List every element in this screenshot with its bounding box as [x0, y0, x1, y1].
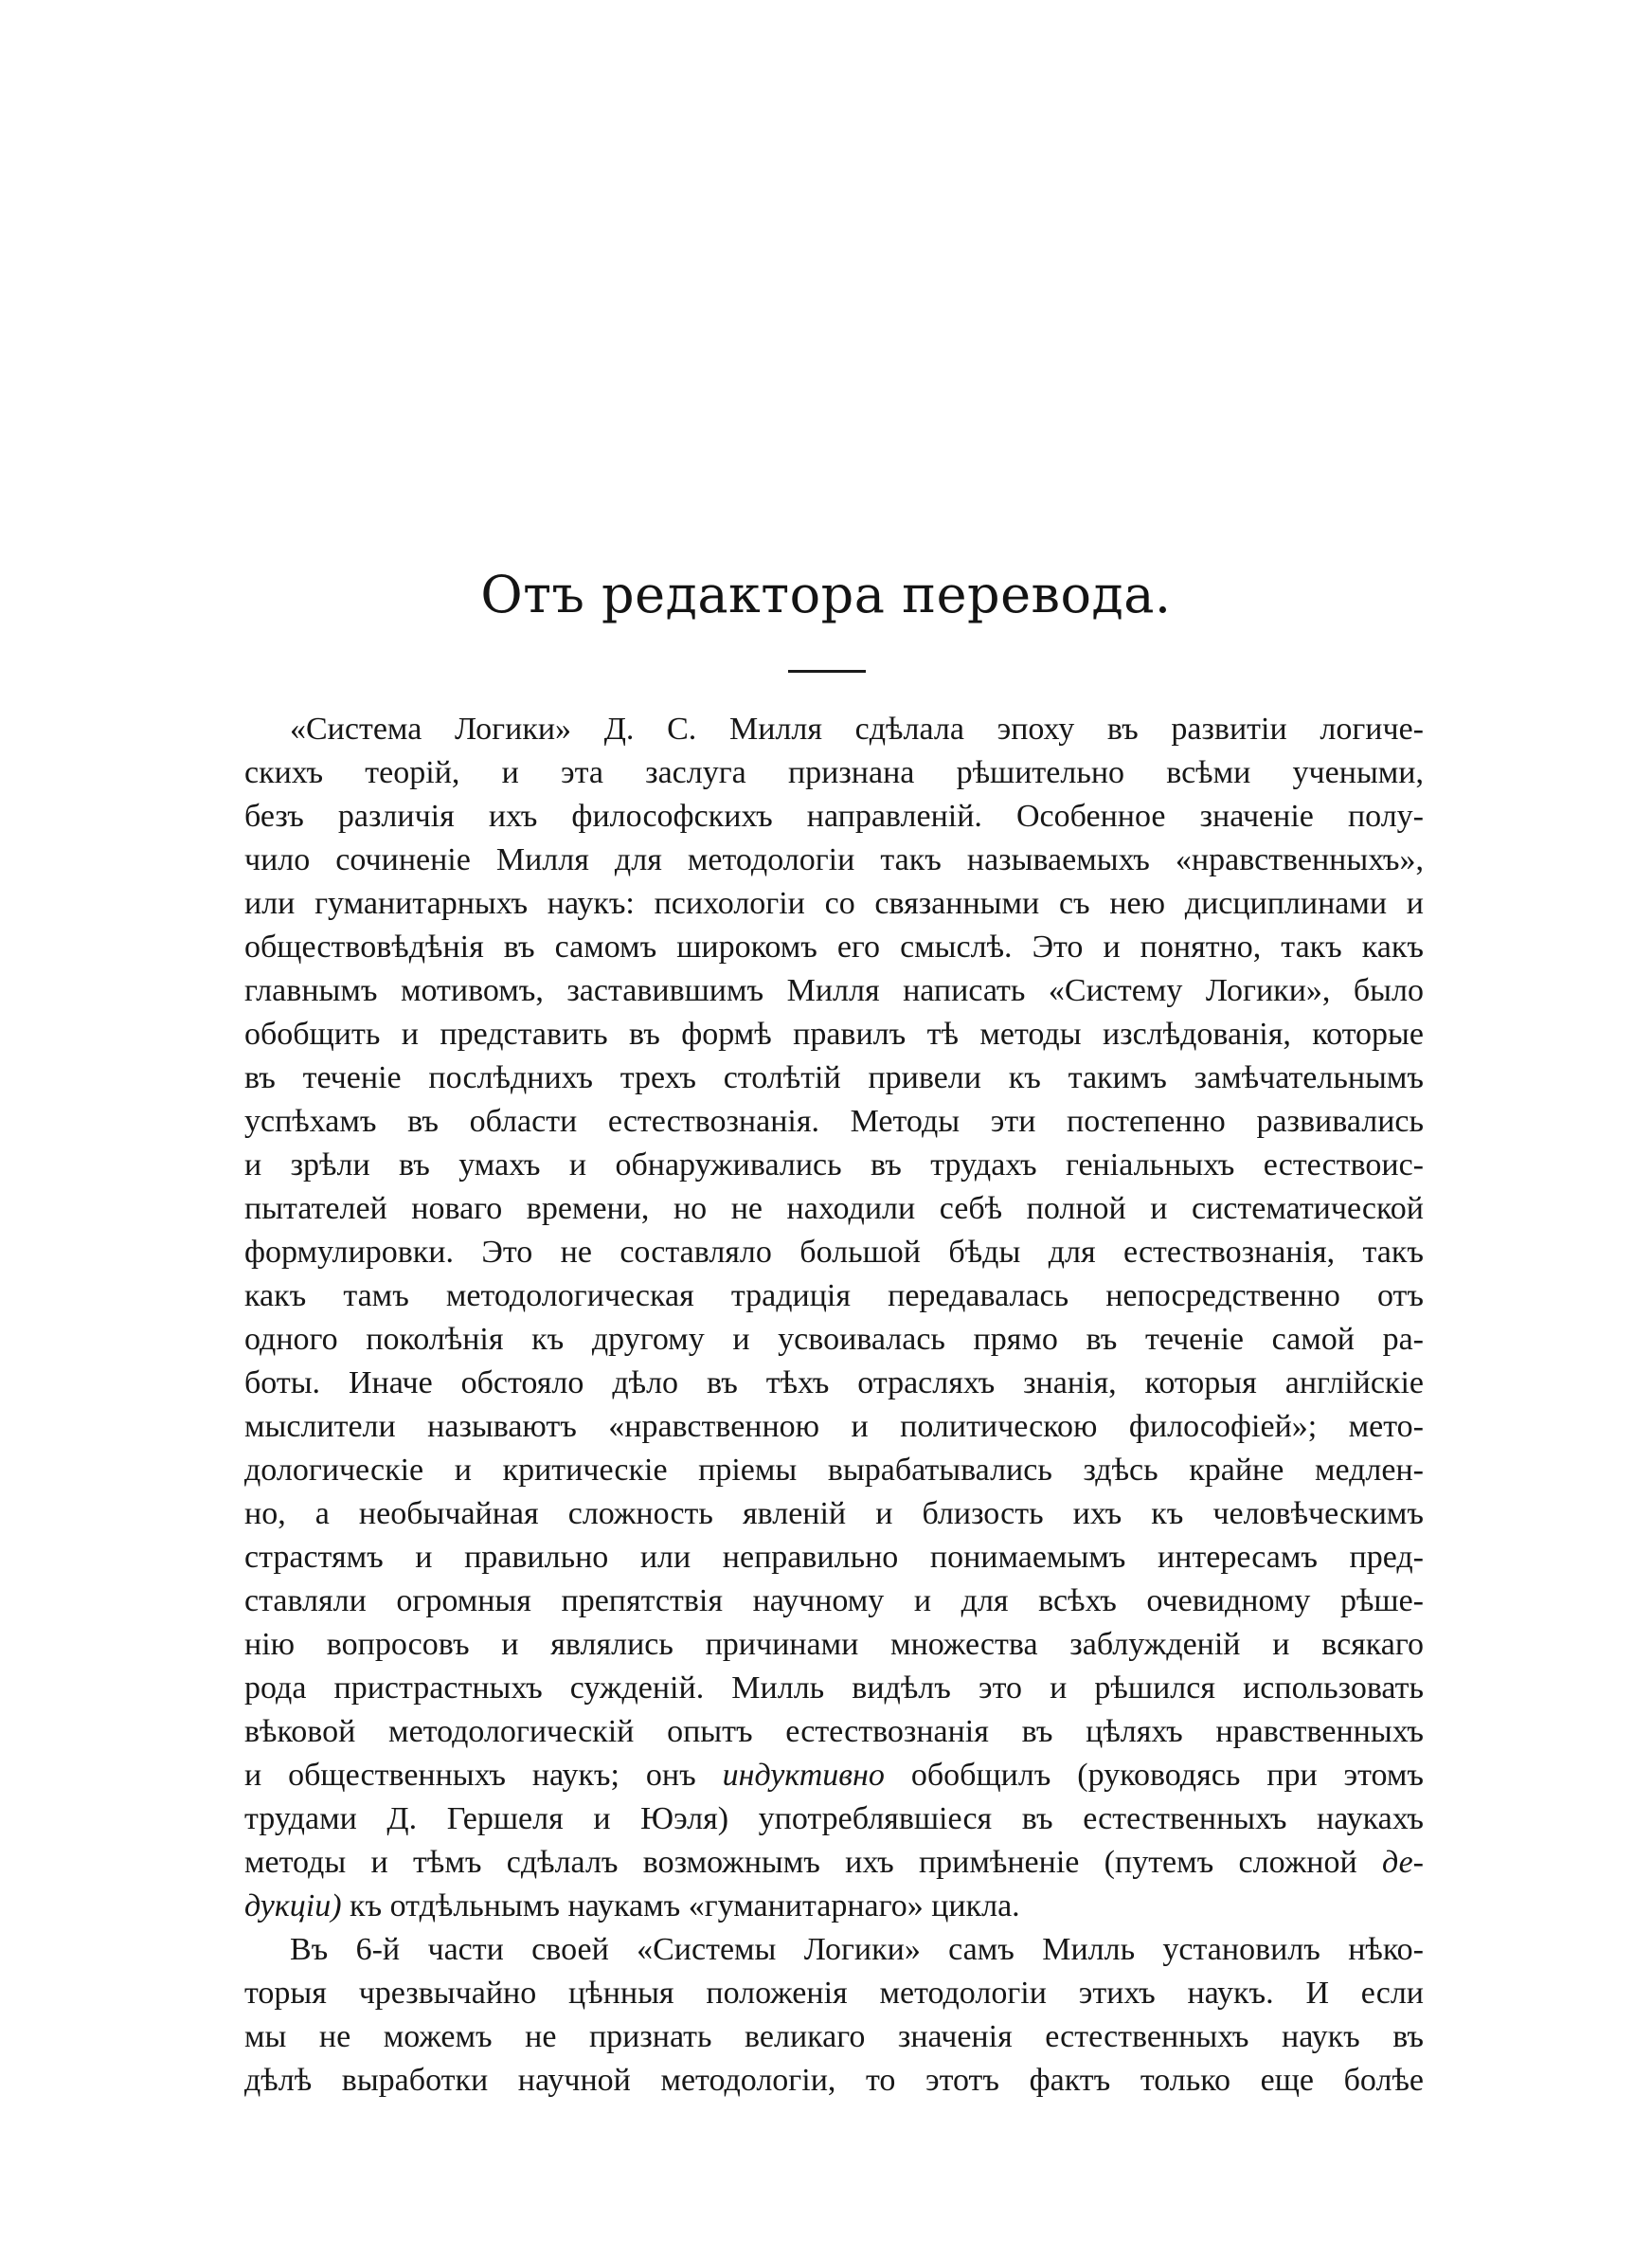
- text-line: чило сочиненіе Милля для методологіи такъ называемыхъ «нравственныхъ»,: [244, 842, 1424, 877]
- text-line: и зрѣли въ умахъ и обнаруживались въ трудахъ геніальныхъ естествоис-: [244, 1147, 1424, 1183]
- text-line: какъ тамъ методологическая традиція передавалась непосредственно отъ: [244, 1278, 1424, 1313]
- text-line: или гуманитарныхъ наукъ: психологіи со связанными съ нею дисциплинами и: [244, 886, 1424, 921]
- text-line: мы не можемъ не признать великаго значенія естественныхъ наукъ въ: [244, 2019, 1424, 2054]
- title-divider: [788, 670, 866, 673]
- text-line: методы и тѣмъ сдѣлалъ возможнымъ ихъ примѣненіе (путемъ сложной де-: [244, 1845, 1424, 1880]
- text-line: вѣковой методологическій опытъ естествознанія въ цѣляхъ нравственныхъ: [244, 1714, 1424, 1749]
- text-line: нію вопросовъ и являлись причинами множества заблужденій и всякаго: [244, 1627, 1424, 1662]
- text-line: трудами Д. Гершеля и Юэля) употреблявшіеся въ естественныхъ наукахъ: [244, 1801, 1424, 1836]
- text-line: и общественныхъ наукъ; онъ индуктивно обобщилъ (руководясь при этомъ: [244, 1758, 1424, 1793]
- text-line: торыя чрезвычайно цѣнныя положенія методологіи этихъ наукъ. И если: [244, 1976, 1424, 2011]
- text-line: страстямъ и правильно или неправильно понимаемымъ интересамъ пред-: [244, 1540, 1424, 1575]
- text-line: рода пристрастныхъ сужденій. Милль видѣлъ это и рѣшился использовать: [244, 1670, 1424, 1706]
- text-line: успѣхамъ въ области естествознанія. Методы эти постепенно развивались: [244, 1104, 1424, 1139]
- paragraph-2: [244, 1928, 1424, 2103]
- text-line: ставляли огромныя препятствія научному и для всѣхъ очевидному рѣше-: [244, 1583, 1424, 1618]
- text-line: дукціи) къ отдѣльнымъ наукамъ «гуманитарнаго» цикла.: [244, 1888, 1020, 1923]
- text-line: дѣлѣ выработки научной методологіи, то этотъ фактъ только еще болѣе: [244, 2063, 1424, 2098]
- body-text: [244, 708, 1424, 2103]
- text-line: мыслители называютъ «нравственною и политическою философіей»; мето-: [244, 1409, 1424, 1444]
- text-line: «Система Логики» Д. С. Милля сдѣлала эпоху въ развитіи логиче-: [290, 712, 1424, 747]
- text-line: обобщить и представить въ формѣ правилъ тѣ методы изслѣдованія, которые: [244, 1017, 1424, 1052]
- text-line: обществовѣдѣнія въ самомъ широкомъ его смыслѣ. Это и понятно, такъ какъ: [244, 930, 1424, 965]
- text-line: формулировки. Это не составляло большой бѣды для естествознанія, такъ: [244, 1235, 1424, 1270]
- text-line: безъ различія ихъ философскихъ направленій. Особенное значеніе полу-: [244, 799, 1424, 834]
- text-line: скихъ теорій, и эта заслуга признана рѣшительно всѣми учеными,: [244, 755, 1424, 790]
- text-line: дологическіе и критическіе пріемы вырабатывались здѣсь крайне медлен-: [244, 1453, 1424, 1488]
- text-line: въ теченіе послѣднихъ трехъ столѣтій привели къ такимъ замѣчательнымъ: [244, 1060, 1424, 1095]
- paragraph-1: [244, 708, 1424, 1928]
- text-line: но, а необычайная сложность явленій и близость ихъ къ человѣческимъ: [244, 1496, 1424, 1531]
- text-line: главнымъ мотивомъ, заставившимъ Милля написать «Систему Логики», было: [244, 973, 1424, 1008]
- text-line: боты. Иначе обстояло дѣло въ тѣхъ отрасляхъ знанія, которыя англійскіе: [244, 1365, 1424, 1400]
- text-line: одного поколѣнія къ другому и усвоивалась прямо въ теченіе самой ра-: [244, 1322, 1424, 1357]
- text-line: Въ 6-й части своей «Системы Логики» самъ Милль установилъ нѣко-: [290, 1932, 1424, 1967]
- text-line: пытателей новаго времени, но не находили себѣ полной и систематической: [244, 1191, 1424, 1226]
- page-title: Отъ редактора перевода.: [480, 565, 1172, 624]
